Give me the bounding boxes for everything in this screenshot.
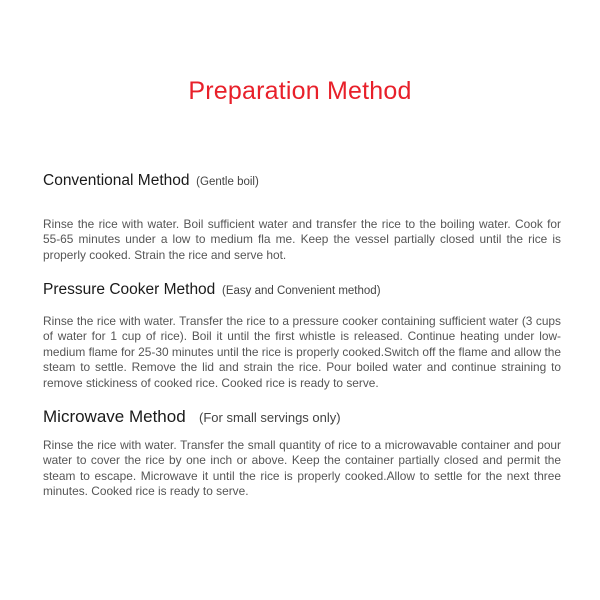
- microwave-method-section: [43, 401, 561, 500]
- pressure-cooker-method-heading: [43, 273, 561, 301]
- section-body: Rinse the rice with water. Boil sufficient water and transfer the rice to the boiling water. Cook for 55-65 minutes under a low to medium fla me. Keep the vessel partially closed until the rice is properly cooked. Strain the rice and serve hot.: [43, 217, 561, 262]
- section-subheading: (Gentle boil): [196, 176, 259, 188]
- conventional-method-section: [43, 164, 561, 263]
- section-subheading: (For small servings only): [199, 410, 341, 425]
- page-title: Preparation Method: [188, 77, 412, 105]
- microwave-method-heading: [43, 401, 561, 429]
- section-heading: Microwave Method: [43, 407, 186, 426]
- section-body: Rinse the rice with water. Transfer the small quantity of rice to a microwavable container and pour water to cover the rice by one inch or above. Keep the container partially closed and permit the steam to escape. Microwave it until the rice is properly cooked.Allow to settle for the next three minutes. Cooked rice is ready to serve.: [43, 438, 561, 499]
- conventional-method-heading: [43, 164, 561, 192]
- pressure-cooker-method-section: [43, 273, 561, 391]
- section-body: Rinse the rice with water. Transfer the rice to a pressure cooker containing sufficient water (3 cups of water for 1 cup of rice). Boil it until the first whistle is released. Continue heating under low- medium flame for 25-30 minutes until the rice is properly cooked.Switch off the flame and allow the steam to settle. Remove the lid and strain the rice. Pour boiled water and continue straining to remove stickiness of cooked rice. Cooked rice is ready to serve.: [43, 314, 561, 390]
- section-heading: Pressure Cooker Method: [43, 281, 216, 298]
- section-subheading: (Easy and Convenient method): [221, 285, 381, 297]
- section-heading: Conventional Method: [43, 172, 190, 189]
